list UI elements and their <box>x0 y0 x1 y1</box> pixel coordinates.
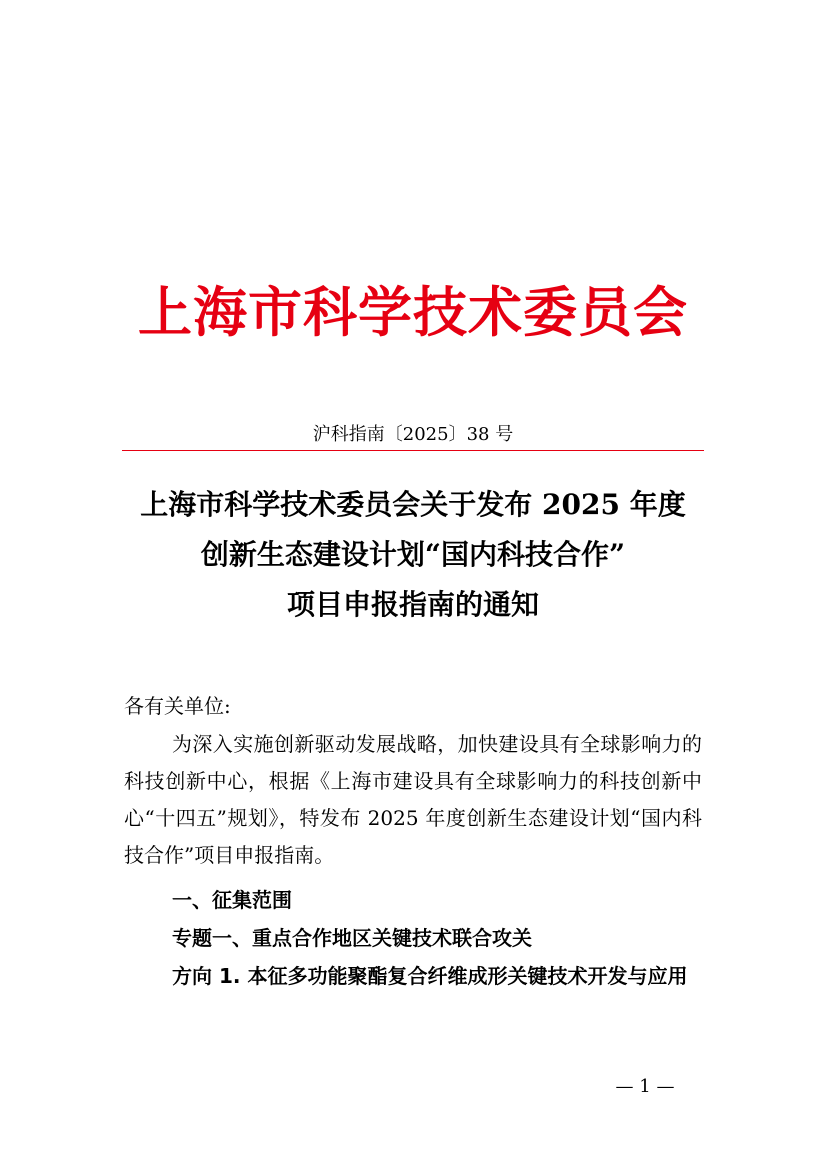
section-heading: 一、征集范围 <box>172 888 292 912</box>
document-number: 沪科指南〔2025〕38 号 <box>312 424 514 445</box>
salutation: 各有关单位: <box>124 694 231 718</box>
intro-paragraph: 为深入实施创新驱动发展战略，加快建设具有全球影响力的科技创新中心，根据《上海市建设具有全球影响力的科技创新中心“十四五”规划》，特发布 2025 年度创新生态建设计划“国内科技合作”项目申报指南。 <box>124 732 702 867</box>
document-title <box>0 480 826 630</box>
issuing-authority-masthead: 上海市科学技术委员会 <box>138 280 688 344</box>
red-divider-rule <box>122 450 704 451</box>
direction-heading: 方向 1. 本征多功能聚酯复合纤维成形关键技术开发与应用 <box>172 964 688 988</box>
page-number: — 1 — <box>615 1076 675 1097</box>
topic-heading: 专题一、重点合作地区关键技术联合攻关 <box>172 926 532 950</box>
title-line-1: 上海市科学技术委员会关于发布 2025 年度 <box>140 488 686 521</box>
title-line-3: 项目申报指南的通知 <box>286 588 539 621</box>
title-line-2: 创新生态建设计划“国内科技合作” <box>200 538 626 571</box>
